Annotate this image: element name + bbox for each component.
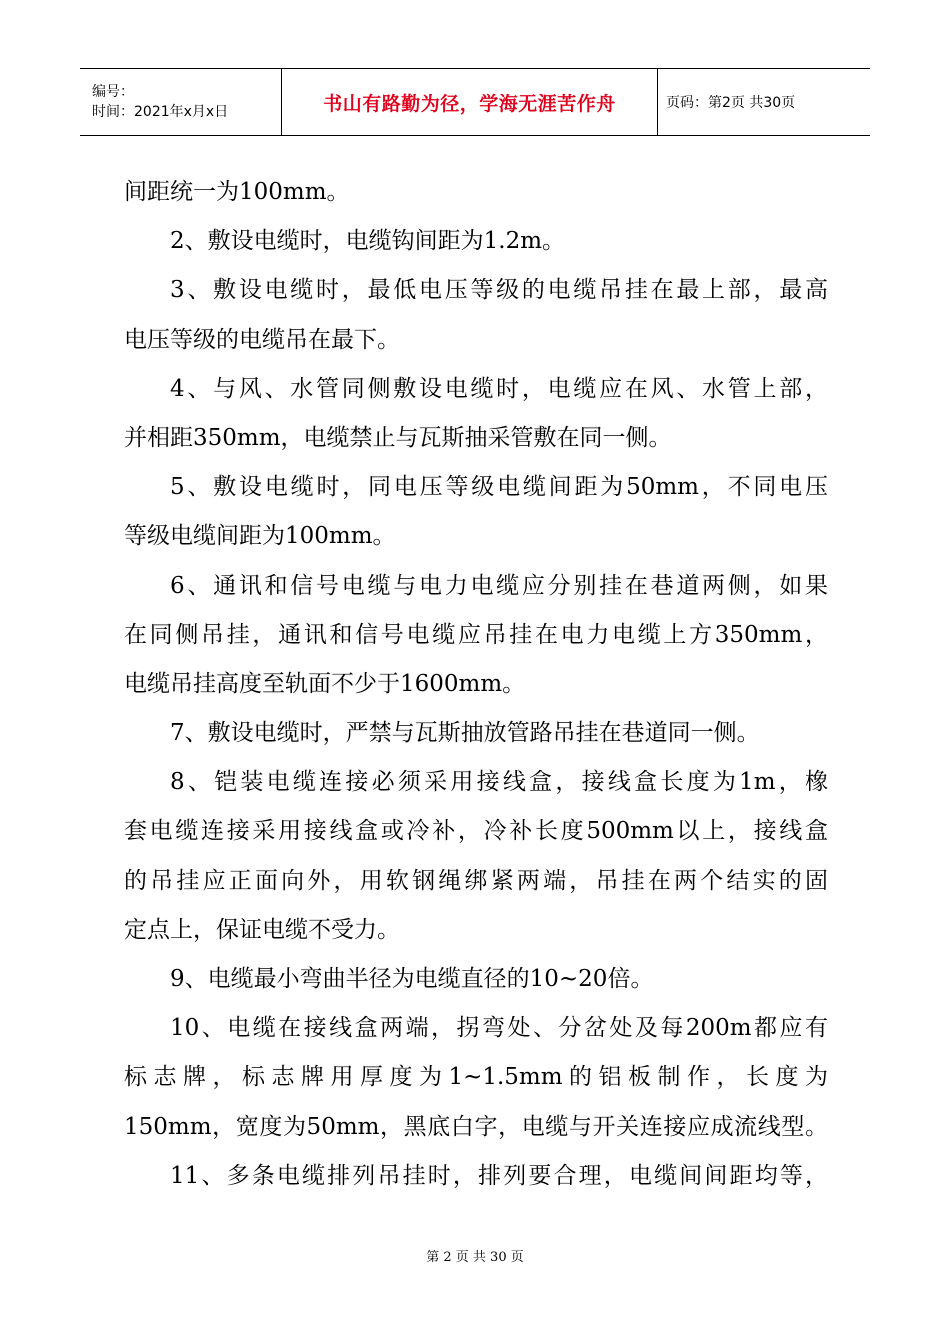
header-motto	[282, 69, 658, 135]
body-line: 4、与风、水管同侧敷设电缆时，电缆应在风、水管上部，	[170, 375, 828, 402]
body-line: 定点上，保证电缆不受力。	[124, 916, 400, 943]
footer-page-number: 第 2 页 共 30 页	[426, 1250, 524, 1265]
document-number-label: 编号：	[92, 84, 134, 100]
body-line: 9、电缆最小弯曲半径为电缆直径的10~20倍。	[170, 966, 654, 992]
body-line: 8、铠装电缆连接必须采用接线盒，接线盒长度为1m，橡	[170, 769, 828, 796]
motto-text: 书山有路勤为径，学海无涯苦作舟	[323, 92, 616, 115]
body-line: 3、敷设电缆时，最低电压等级的电缆吊挂在最上部，最高	[170, 277, 828, 304]
body-line: 7、敷设电缆时，严禁与瓦斯抽放管路吊挂在巷道同一侧。	[170, 720, 760, 747]
body-line: 标志牌，标志牌用厚度为1~1.5mm的铝板制作，长度为	[124, 1064, 828, 1091]
body-line: 10、电缆在接线盒两端，拐弯处、分岔处及每200m都应有	[170, 1015, 828, 1042]
body-line: 套电缆连接采用接线盒或冷补，冷补长度500mm以上，接线盒	[124, 818, 828, 845]
page-info-text: 页码：第2页 共30页	[666, 95, 796, 111]
body-line: 150mm，宽度为50mm，黑底白字，电缆与开关连接应成流线型。	[124, 1113, 828, 1140]
body-line: 5、敷设电缆时，同电压等级电缆间距为50mm，不同电压	[170, 474, 828, 501]
page-header	[80, 68, 870, 136]
header-page-info	[658, 69, 870, 135]
body-line: 11、多条电缆排列吊挂时，排列要合理，电缆间间距均等，	[170, 1162, 828, 1189]
header-meta	[80, 69, 282, 135]
document-date: 时间：2021年x月x日	[92, 104, 229, 120]
body-line: 在同侧吊挂，通讯和信号电缆应吊挂在电力电缆上方350mm，	[124, 621, 828, 648]
body-line: 6、通讯和信号电缆与电力电缆应分别挂在巷道两侧，如果	[170, 572, 828, 599]
body-line: 电压等级的电缆吊在最下。	[124, 326, 400, 353]
body-line: 的吊挂应正面向外，用软钢绳绑紧两端，吊挂在两个结实的固	[124, 867, 828, 894]
page-footer	[0, 1246, 950, 1265]
body-line: 并相距350mm，电缆禁止与瓦斯抽采管敷在同一侧。	[124, 424, 672, 451]
body-line: 等级电缆间距为100mm。	[124, 523, 396, 550]
body-line: 电缆吊挂高度至轨面不少于1600mm。	[124, 670, 526, 697]
body-line: 2、敷设电缆时，电缆钩间距为1.2m。	[170, 228, 566, 255]
body-line: 间距统一为100mm。	[124, 179, 350, 205]
document-body	[124, 168, 828, 1201]
